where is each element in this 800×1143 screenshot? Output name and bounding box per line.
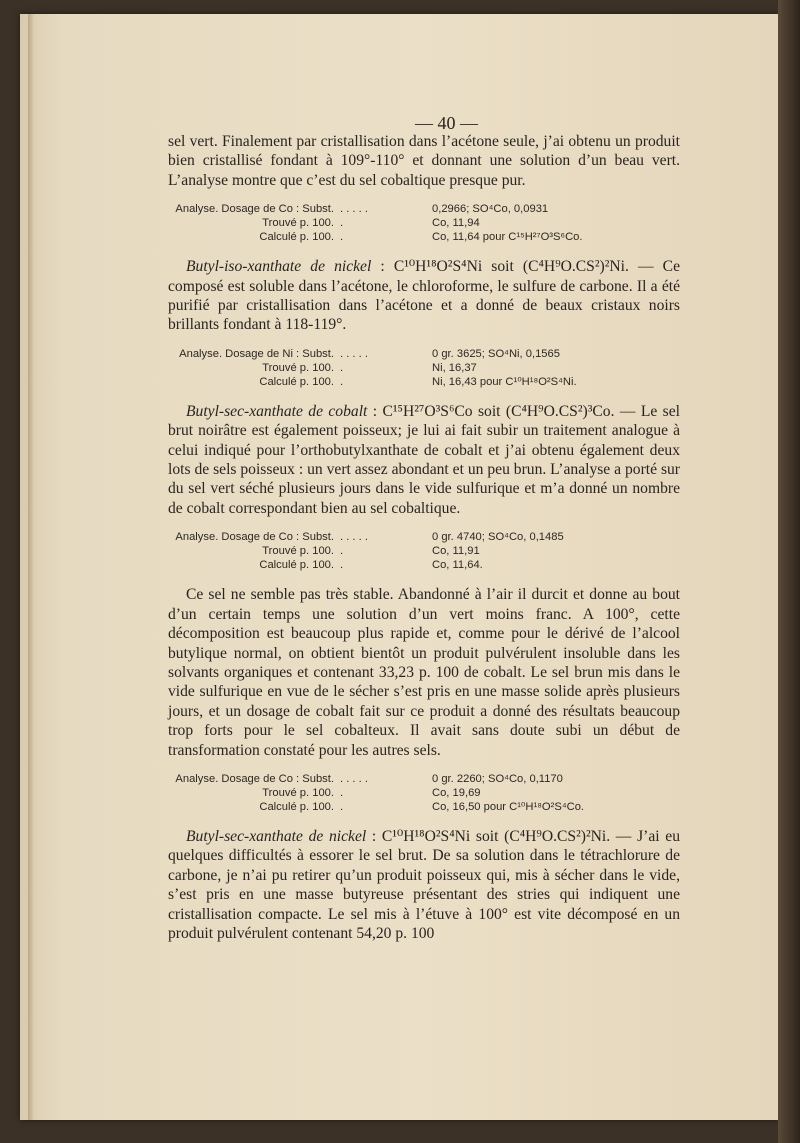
analysis-row	[168, 202, 680, 216]
analysis-label: Trouvé p. 100.	[262, 217, 334, 230]
paragraph-text: : C¹⁰H¹⁸O²S⁴Ni soit (C⁴H⁹O.CS²)²Ni. — J’ai eu quelques difficultés à essorer le sel brut. De sa solution dans le tétrachlorure de carbone, je n’ai pu retirer qu’un produit poisseux qui, mis à sécher dans le vide, s’est pris en une masse butyreuse présentant des stries qui indiquent une cristallisation compacte. Le sel mis à l’étuve à 100° est vite décomposé en un produit pulvérulent contenant 54,20 p. 100	[168, 827, 680, 942]
compound-title: Butyl-sec-xanthate de nickel	[186, 827, 367, 845]
analysis-label: Calculé p. 100.	[259, 231, 334, 244]
analysis-value: 0 gr. 4740; SO⁴Co, 0,1485	[432, 531, 564, 544]
analysis-row	[168, 544, 680, 558]
analysis-label: Calculé p. 100.	[259, 559, 334, 572]
analysis-block-1	[168, 202, 680, 244]
analysis-label: Trouvé p. 100.	[262, 545, 334, 558]
analysis-dots: .	[340, 375, 344, 388]
analysis-dots: .	[340, 786, 344, 799]
analysis-value: Co, 11,64 pour C¹⁵H²⁷O³S⁶Co.	[432, 231, 583, 244]
analysis-row	[168, 786, 680, 800]
analysis-label: Calculé p. 100.	[259, 375, 334, 388]
analysis-row	[168, 375, 680, 389]
analysis-dots: .	[340, 217, 344, 230]
paragraph-text: : C¹⁰H¹⁸O²S⁴Ni soit (C⁴H⁹O.CS²)²Ni. — Ce composé est soluble dans l’acétone, le chloroforme, le sulfure de carbone. Il a été purifié par cristallisation dans l’acétone et a donné de beaux cristaux noirs brillants fondant à 118-119°.	[168, 258, 680, 334]
analysis-label: Analyse. Dosage de Ni : Subst.	[179, 347, 334, 360]
paragraph-1: sel vert. Finalement par cristallisation dans l’acétone seule, j’ai obtenu un produit bien cristallisé fondant à 109°-110° et donnant une solution d’un beau vert. L’analyse montre que c’est du sel cobaltique presque pur.	[168, 133, 680, 189]
paragraph-2	[168, 257, 680, 335]
analysis-label: Analyse. Dosage de Co : Subst.	[175, 203, 334, 216]
analysis-row	[168, 230, 680, 244]
analysis-dots: .	[340, 545, 344, 558]
analysis-block-2	[168, 347, 680, 389]
paragraph-3	[168, 402, 680, 518]
analysis-label: Calculé p. 100.	[259, 800, 334, 813]
analysis-dots: . . . . .	[340, 772, 368, 785]
compound-title: Butyl-iso-xanthate de nickel	[186, 258, 372, 276]
analysis-block-4	[168, 772, 680, 814]
paragraph-text: : C¹⁵H²⁷O³S⁶Co soit (C⁴H⁹O.CS²)³Co. — Le sel brut noirâtre est également poisseux; je lui ai fait subir un traitement analogue à celui indiqué pour l’orthobutylxanthate de cobalt et j’ai obtenu également deux lots de sels poisseux : un vert assez abondant et un peu brun. L’analyse a porté sur du sel vert séché plusieurs jours dans le vide sulfurique et m’a donné un nombre de cobalt correspondant bien au sel cobaltique.	[168, 402, 680, 517]
analysis-dots: . . . . .	[340, 347, 368, 360]
analysis-value: Ni, 16,43 pour C¹⁰H¹⁸O²S⁴Ni.	[432, 375, 577, 388]
page-number: — 40 —	[415, 113, 478, 133]
compound-title: Butyl-sec-xanthate de cobalt	[186, 402, 368, 420]
analysis-dots: .	[340, 559, 344, 572]
analysis-value: Ni, 16,37	[432, 361, 477, 374]
analysis-row	[168, 772, 680, 786]
analysis-value: 0 gr. 2260; SO⁴Co, 0,1170	[432, 772, 563, 785]
analysis-row	[168, 558, 680, 572]
analysis-dots: . . . . .	[340, 203, 368, 216]
analysis-label: Trouvé p. 100.	[262, 786, 334, 799]
analysis-value: Co, 11,94	[432, 217, 480, 230]
paragraph-4: Ce sel ne semble pas très stable. Abandonné à l’air il durcit et donne au bout d’un certain temps une solution d’un vert moins franc. A 100°, cette décomposition est beaucoup plus rapide et, comme pour le dérivé de l’alcool butylique normal, on obtient bientôt un produit pulvérulent insoluble dans les solvants organiques et contenant 33,23 p. 100 de cobalt. Le sel brun mis dans le vide sulfurique en vue de le sécher s’est pris en une masse solide après plusieurs jours, et un dosage de cobalt fait sur ce produit a donné des résultats beaucoup trop forts pour le sel cobalteux. Il avait sans doute subi un début de transformation constaté pour les autres sels.	[168, 586, 680, 759]
analysis-dots: .	[340, 231, 344, 244]
analysis-row	[168, 347, 680, 361]
analysis-dots: .	[340, 361, 344, 374]
analysis-row	[168, 530, 680, 544]
analysis-value: 0,2966; SO⁴Co, 0,0931	[432, 203, 549, 216]
analysis-row	[168, 800, 680, 814]
analysis-label: Trouvé p. 100.	[262, 361, 334, 374]
paragraph-5	[168, 827, 680, 943]
analysis-value: Co, 19,69	[432, 786, 481, 799]
analysis-label: Analyse. Dosage de Co : Subst.	[175, 531, 334, 544]
analysis-row	[168, 216, 680, 230]
analysis-label: Analyse. Dosage de Co : Subst.	[175, 772, 334, 785]
analysis-value: Co, 11,64.	[432, 559, 483, 572]
analysis-dots: .	[340, 800, 344, 813]
analysis-value: Co, 11,91	[432, 545, 480, 558]
analysis-block-3	[168, 530, 680, 572]
analysis-value: 0 gr. 3625; SO⁴Ni, 0,1565	[432, 347, 560, 360]
analysis-row	[168, 361, 680, 375]
analysis-dots: . . . . .	[340, 531, 368, 544]
page-text	[168, 132, 680, 943]
page-edge	[778, 0, 800, 1143]
analysis-value: Co, 16,50 pour C¹⁰H¹⁸O²S⁴Co.	[432, 800, 585, 813]
